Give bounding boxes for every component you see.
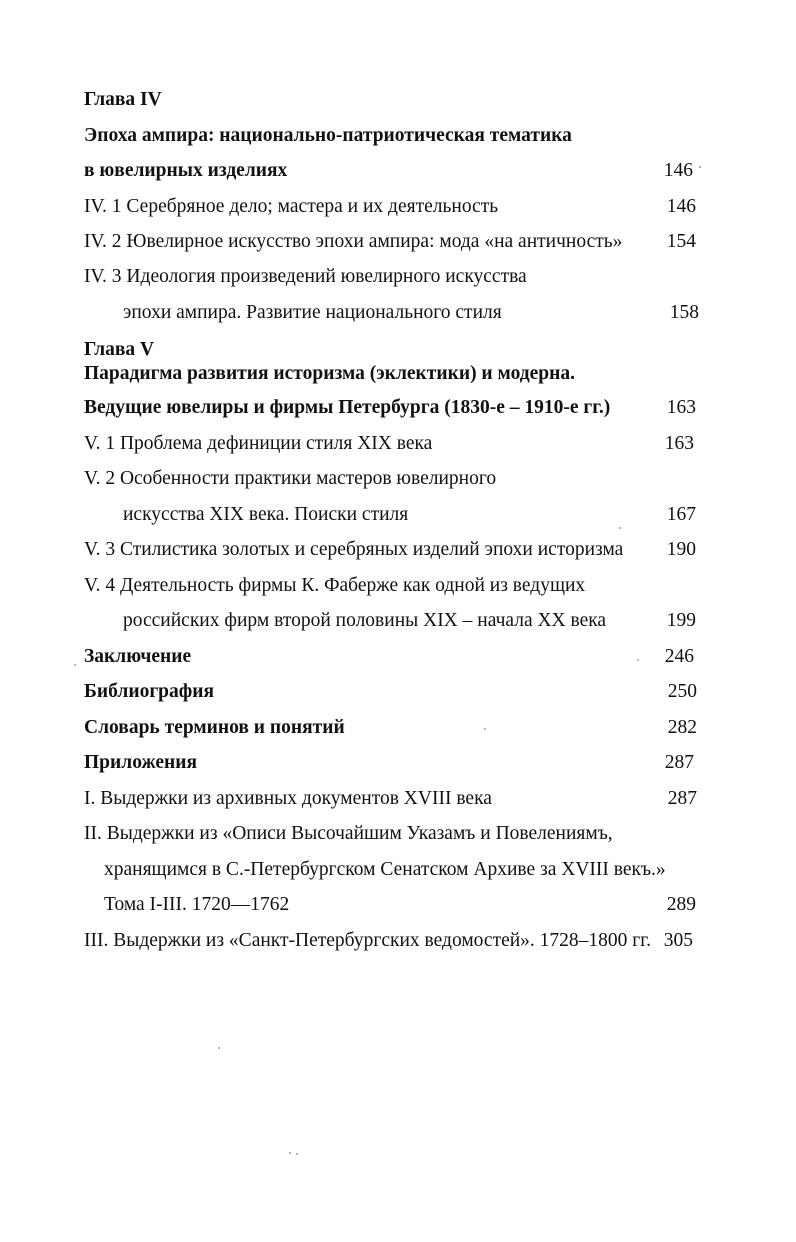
section-4-2-title: IV. 2 Ювелирное искусство эпохи ампира: мода «на античность» xyxy=(84,231,623,252)
section-4-3-page-number: 158 xyxy=(669,302,699,323)
chapter-5-label: Глава V xyxy=(84,339,155,360)
section-5-2-page-number: 167 xyxy=(666,504,696,525)
section-5-1-page-number: 163 xyxy=(664,433,694,454)
section-4-1-page-number: 146 xyxy=(666,196,696,217)
chapter-4-title-line-1: Эпоха ампира: национально-патриотическая тематика xyxy=(84,125,572,146)
conclusion-page-number: 246 xyxy=(664,646,694,667)
section-5-1-title: V. 1 Проблема дефиниции стиля XIX века xyxy=(84,433,433,454)
glossary-page-number: 282 xyxy=(667,717,697,738)
appendix-2-title-line-1: II. Выдержки из «Описи Высочайшим Указамъ и Повелениямъ, xyxy=(84,823,613,844)
conclusion-title: Заключение xyxy=(84,646,192,667)
chapter-5-title-line-2: Ведущие ювелиры и фирмы Петербурга (1830-е – 1910-е гг.) xyxy=(84,397,611,418)
scan-speck xyxy=(289,1152,291,1154)
section-5-3-title: V. 3 Стилистика золотых и серебряных изделий эпохи историзма xyxy=(84,539,624,560)
chapter-4-page-number: 146 xyxy=(663,160,693,181)
section-5-2-title-line-1: V. 2 Особенности практики мастеров ювелирного xyxy=(84,468,497,489)
chapter-5-page-number: 163 xyxy=(666,397,696,418)
bibliography-page-number: 250 xyxy=(667,681,697,702)
section-5-4-page-number: 199 xyxy=(666,610,696,631)
section-4-2-page-number: 154 xyxy=(666,231,696,252)
appendix-3-page-number: 305 xyxy=(663,930,693,951)
appendix-page-number: 287 xyxy=(664,752,694,773)
scan-speck xyxy=(218,1047,220,1049)
scan-speck xyxy=(484,728,486,730)
scan-speck xyxy=(637,659,639,661)
appendix-1-title: I. Выдержки из архивных документов XVIII века xyxy=(84,788,492,809)
appendix-1-page-number: 287 xyxy=(667,788,697,809)
chapter-4-label: Глава IV xyxy=(84,89,162,110)
appendix-2-title-line-2: хранящимся в С.-Петербургском Сенатском Архиве за XVIII векъ.» xyxy=(104,859,666,880)
bibliography-title: Библиография xyxy=(84,681,215,702)
section-5-4-title-line-2: российских фирм второй половины XIX – начала XX века xyxy=(123,610,607,631)
scan-speck xyxy=(619,527,621,529)
scan-speck xyxy=(74,664,76,666)
section-5-3-page-number: 190 xyxy=(666,539,696,560)
section-4-3-title-line-1: IV. 3 Идеология произведений ювелирного искусства xyxy=(84,266,527,287)
appendix-2-page-number: 289 xyxy=(666,894,696,915)
appendix-2-title-line-3: Тома I-III. 1720—1762 xyxy=(104,894,290,915)
section-5-4-title-line-1: V. 4 Деятельность фирмы К. Фаберже как одной из ведущих xyxy=(84,575,586,596)
scan-speck xyxy=(296,1153,298,1155)
scan-speck xyxy=(699,166,701,168)
section-4-3-title-line-2: эпохи ампира. Развитие национального стиля xyxy=(123,302,502,323)
appendix-3-title: III. Выдержки из «Санкт-Петербургских ведомостей». 1728–1800 гг. xyxy=(84,930,651,951)
section-5-2-title-line-2: искусства XIX века. Поиски стиля xyxy=(123,504,409,525)
glossary-title: Словарь терминов и понятий xyxy=(84,717,345,738)
section-4-1-title: IV. 1 Серебряное дело; мастера и их деятельность xyxy=(84,196,499,217)
chapter-5-title-line-1: Парадигма развития историзма (эклектики) и модерна. xyxy=(84,363,575,384)
appendix-title: Приложения xyxy=(84,752,198,773)
chapter-4-title-line-2: в ювелирных изделиях xyxy=(84,160,288,181)
